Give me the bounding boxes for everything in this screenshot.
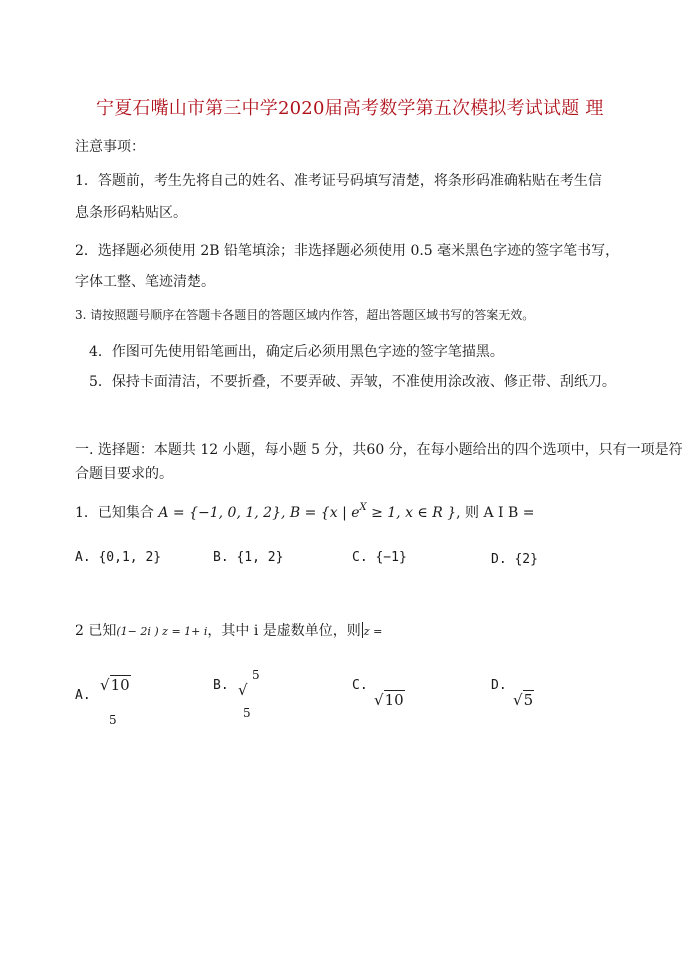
section-heading-line-2: 合题目要求的。 bbox=[75, 466, 173, 482]
question-2-option-b-numerator: 5 bbox=[252, 668, 260, 682]
question-1-option-d: D. {2} bbox=[491, 552, 538, 567]
question-1-exponent: X bbox=[359, 502, 367, 513]
question-1-option-b: B. {1, 2} bbox=[213, 550, 284, 565]
question-1-option-a: A. {0,1, 2} bbox=[75, 550, 162, 565]
question-2-option-d-radicand: 5 bbox=[523, 691, 534, 709]
question-2-option-c-label: C. bbox=[352, 678, 368, 693]
question-1-stem bbox=[75, 502, 535, 522]
question-2-option-a-denominator: 5 bbox=[109, 713, 117, 727]
note-item-3: 3. 请按照题号顺序在答题卡各题目的答题区域内作答，超出答题区域书写的答案无效。 bbox=[75, 308, 535, 322]
note-item-2-line-2: 字体工整、笔迹清楚。 bbox=[75, 274, 215, 290]
text-cursor bbox=[362, 622, 363, 638]
question-2-option-b-radical: √ bbox=[238, 681, 248, 699]
question-2-option-d-label: D. bbox=[491, 678, 507, 693]
question-2-expression: (1− 2i ) z = 1+ i bbox=[116, 625, 208, 638]
question-1-set-b-start: B = {x | e bbox=[289, 505, 360, 521]
question-2-middle: ，其中 i 是虚数单位，则 bbox=[207, 623, 361, 639]
question-2-option-b-denominator: 5 bbox=[243, 706, 251, 720]
question-2-option-a-label: A. bbox=[75, 688, 91, 703]
question-2-option-c-radical: √10 bbox=[374, 691, 404, 709]
question-1-option-c: C. {−1} bbox=[352, 550, 407, 565]
question-1-set-b-end: ≥ 1, x ∈ R } bbox=[366, 505, 457, 521]
question-2-option-a-radical: √10 bbox=[100, 676, 130, 694]
page-title: 宁夏石嘴山市第三中学2020届高考数学第五次模拟考试试题 理 bbox=[96, 98, 604, 119]
note-item-5: 5．保持卡面清洁，不要折叠，不要弄破、弄皱，不准使用涂改液、修正带、刮纸刀。 bbox=[89, 374, 616, 390]
question-2-option-d-radical: √5 bbox=[513, 691, 534, 709]
note-item-2-line-1: 2．选择题必须使用 2B 铅笔填涂；非选择题必须使用 0.5 毫米黑色字迹的签字笔书写， bbox=[75, 243, 620, 259]
note-item-4: 4．作图可先使用铅笔画出，确定后必须用黑色字迹的签字笔描黑。 bbox=[89, 344, 504, 360]
question-2-z: z = bbox=[363, 625, 383, 638]
question-1-set-a: A = {−1, 0, 1, 2}, bbox=[158, 505, 290, 521]
question-2-prefix: 2 已知 bbox=[75, 623, 117, 639]
question-2-stem bbox=[75, 620, 382, 640]
question-2-option-b-label: B. bbox=[213, 678, 229, 693]
section-heading-line-1: 一. 选择题：本题共 12 小题，每小题 5 分，共60 分，在每小题给出的四个选项中，只有一项是符 bbox=[75, 442, 683, 458]
question-2-option-a-radicand: 10 bbox=[110, 676, 130, 694]
question-1-prefix: 1．已知集合 bbox=[75, 505, 159, 521]
notes-heading: 注意事项： bbox=[75, 139, 145, 155]
question-1-suffix: , 则 A I B = bbox=[456, 505, 535, 521]
note-item-1-line-1: 1．答题前，考生先将自己的姓名、准考证号码填写清楚，将条形码准确粘贴在考生信 bbox=[75, 173, 602, 189]
question-2-option-c-radicand: 10 bbox=[384, 691, 404, 709]
note-item-1-line-2: 息条形码粘贴区。 bbox=[75, 205, 187, 221]
